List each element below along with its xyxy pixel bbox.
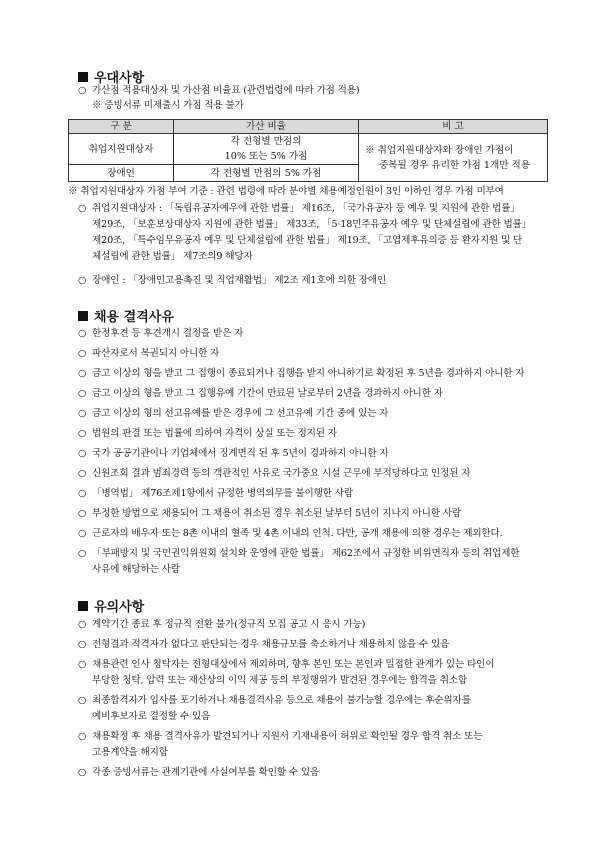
- continuation-text: 체설립에 관한 법률」 제7조의9 해당자: [92, 251, 253, 262]
- square-bullet-icon: [78, 311, 88, 321]
- list-item: [78, 730, 482, 743]
- item-text: 근로자의 배우자 또는 8촌 이내의 혈족 및 4촌 이내의 인척. 다만, 공개 채용에 의한 경우는 제외한다.: [92, 528, 503, 539]
- item-text: 「병역법」 제76조제1항에서 규정한 병역의무를 불이행한 사람: [92, 488, 353, 499]
- table-row: [69, 134, 548, 165]
- bonus-table: [68, 119, 548, 182]
- list-item: [78, 487, 353, 500]
- continuation-text: 사유에 해당하는 사람: [92, 564, 180, 575]
- item-text: 각종 증빙서류는 관계기관에 사실여부를 확인할 수 있음: [92, 767, 320, 778]
- list-item: [78, 447, 388, 460]
- item-text: 국가 공공기관이나 기업체에서 징계면직 된 후 5년이 경과하지 아니한 자: [92, 448, 389, 459]
- section-notes-heading: [78, 596, 144, 615]
- list-item: [78, 387, 443, 400]
- item-text: 부정한 방법으로 채용되어 그 채용이 취소된 경우 취소된 날부터 5년이 지나지 아니한 사람: [92, 508, 461, 519]
- list-item: [78, 547, 519, 560]
- ratio-line: 10% 또는 5% 가점: [224, 151, 308, 162]
- circle-bullet-icon: ○: [78, 203, 87, 214]
- continuation-text: 예비후보자로 결정할 수 있음: [92, 711, 211, 722]
- circle-bullet-icon: ○: [78, 619, 87, 630]
- item-text: 금고 이상의 형의 선고유예를 받은 경우에 그 선고유예 기간 중에 있는 자: [92, 408, 389, 419]
- item-text: 채용확정 후 채용 결격사유가 발견되거나 지원서 기재내용이 허위로 확인될 경우 합격 취소 또는: [92, 731, 483, 742]
- item-text: 채용관련 인사 청탁자는 전형대상에서 제외하며, 향후 본인 또는 본인과 밀접한 관계가 있는 타인이: [92, 659, 495, 670]
- bullet-text: 취업지원대상자 : 「독립유공자예우에 관한 법률」 제16조, 「국가유공자 등 예우 및 지원에 관한 법률」: [92, 203, 520, 214]
- list-item: [78, 658, 494, 671]
- header-ratio: 가산 비율: [174, 120, 359, 134]
- heading-text: 유의사항: [94, 600, 145, 615]
- header-remark: 비 고: [359, 120, 548, 134]
- circle-bullet-icon: ○: [78, 368, 87, 379]
- bullet-text: 가산점 적용대상자 및 가산점 비율표 (관련법령에 따라 가점 적용): [92, 85, 360, 96]
- list-item: [78, 507, 461, 520]
- list-item: [78, 367, 524, 380]
- cell-ratio: 각 전형별 만점의 5% 가점: [174, 165, 359, 182]
- continuation-text: 부당한 청탁, 압력 또는 재산상의 이익 제공 등의 부정행위가 발견된 경우에는 합격을 취소함: [92, 675, 468, 686]
- item-text: 한정후견 등 후견개시 결정을 받은 자: [92, 328, 244, 339]
- cell-category: 장애인: [69, 165, 174, 182]
- item-text: 계약기간 종료 후 정규직 전환 불가(정규직 모집 공고 시 응시 가능): [92, 619, 366, 630]
- ratio-line: 각 전형별 만점의: [230, 136, 302, 147]
- section-disqualification-heading: [78, 306, 174, 325]
- continuation-text: 제20조, 「특수임무유공자 예우 및 단체설립에 관한 법률」 제19조, 「고엽제후유의증 등 환자지원 및 단: [92, 235, 523, 246]
- bullet-text: 장애인 : 「장애인고용촉진 및 직업재활법」 제2조 제1호에 의한 장애인: [92, 275, 387, 286]
- circle-bullet-icon: ○: [78, 731, 87, 742]
- item-text: 「부패방지 및 국민권익위원회 설치와 운영에 관한 법률」 제62조에서 규정한 비위면직자 등의 취업제한: [92, 548, 520, 559]
- list-item: [78, 467, 470, 480]
- continuation-text: 제29조, 「보훈보상대상자 지원에 관한 법률」 제33조, 「5·18민주유공자 예우 및 단체설립에 관한 법률」: [92, 219, 532, 230]
- bullet-line: [78, 84, 359, 97]
- item-text: 금고 이상의 형을 받고 그 집행유예 기간이 만료된 날로부터 2년을 경과하지 아니한 자: [92, 388, 443, 399]
- list-item: [78, 407, 388, 420]
- remark-line: 중복될 경우 유리한 가점 1개만 적용: [379, 159, 531, 171]
- list-item: [78, 694, 471, 707]
- cell-category: 취업지원대상자: [69, 134, 174, 165]
- circle-bullet-icon: ○: [78, 548, 87, 559]
- cell-ratio: [174, 134, 359, 165]
- cell-remark: [359, 134, 548, 182]
- item-text: 최종합격자가 입사를 포기하거나 채용결격사유 등으로 채용이 불가능할 경우에는 후순위자를: [92, 695, 471, 706]
- list-item: [78, 638, 449, 651]
- item-text: 금고 이상의 형을 받고 그 집행이 종료되거나 집행을 받지 아니하기로 확정된 후 5년을 경과하지 아니한 자: [92, 368, 525, 379]
- item-text: 전형결과 적격자가 없다고 판단되는 경우 채용규모를 축소하거나 채용하지 않을 수 있음: [92, 639, 450, 650]
- item-text: 파산자로서 복권되지 아니한 자: [92, 348, 220, 359]
- square-bullet-icon: [78, 72, 88, 82]
- circle-bullet-icon: ○: [78, 528, 87, 539]
- circle-bullet-icon: ○: [78, 428, 87, 439]
- circle-bullet-icon: ○: [78, 767, 87, 778]
- circle-bullet-icon: ○: [78, 328, 87, 339]
- circle-bullet-icon: ○: [78, 85, 87, 96]
- square-bullet-icon: [78, 601, 88, 611]
- circle-bullet-icon: ○: [78, 468, 87, 479]
- bullet-line: [78, 274, 386, 287]
- circle-bullet-icon: ○: [78, 408, 87, 419]
- list-item: [78, 766, 319, 779]
- list-item: [78, 618, 365, 631]
- circle-bullet-icon: ○: [78, 348, 87, 359]
- remark-line: ※ 취업지원대상자와 장애인 가점이: [365, 144, 514, 156]
- heading-text: 채용 결격사유: [94, 310, 174, 325]
- list-item: [78, 527, 503, 540]
- bullet-line: [78, 202, 520, 215]
- header-category: 구 분: [69, 120, 174, 134]
- circle-bullet-icon: ○: [78, 448, 87, 459]
- item-text: 신원조회 결과 범죄경력 등의 객관적인 사유로 국가중요 시설 근무에 부적당하다고 인정된 자: [92, 468, 471, 479]
- continuation-text: 고용계약을 해지함: [92, 747, 168, 758]
- circle-bullet-icon: ○: [78, 275, 87, 286]
- circle-bullet-icon: ○: [78, 639, 87, 650]
- list-item: [78, 347, 219, 360]
- circle-bullet-icon: ○: [78, 695, 87, 706]
- circle-bullet-icon: ○: [78, 488, 87, 499]
- circle-bullet-icon: ○: [78, 508, 87, 519]
- list-item: [78, 327, 243, 340]
- criteria-note: ※ 취업지원대상자 가점 부여 기준 : 관련 법령에 따라 분야별 채용예정인원이 3인 이하인 경우 가점 미부여: [68, 186, 504, 197]
- table-header-row: [69, 120, 548, 134]
- circle-bullet-icon: ○: [78, 659, 87, 670]
- list-item: [78, 427, 337, 440]
- circle-bullet-icon: ○: [78, 388, 87, 399]
- note-text: ※ 증빙서류 미제출시 가점 적용 불가: [92, 100, 244, 111]
- item-text: 법원의 판결 또는 법률에 의하여 자격이 상실 또는 정지된 자: [92, 428, 337, 439]
- heading-text: 우대사항: [94, 71, 145, 86]
